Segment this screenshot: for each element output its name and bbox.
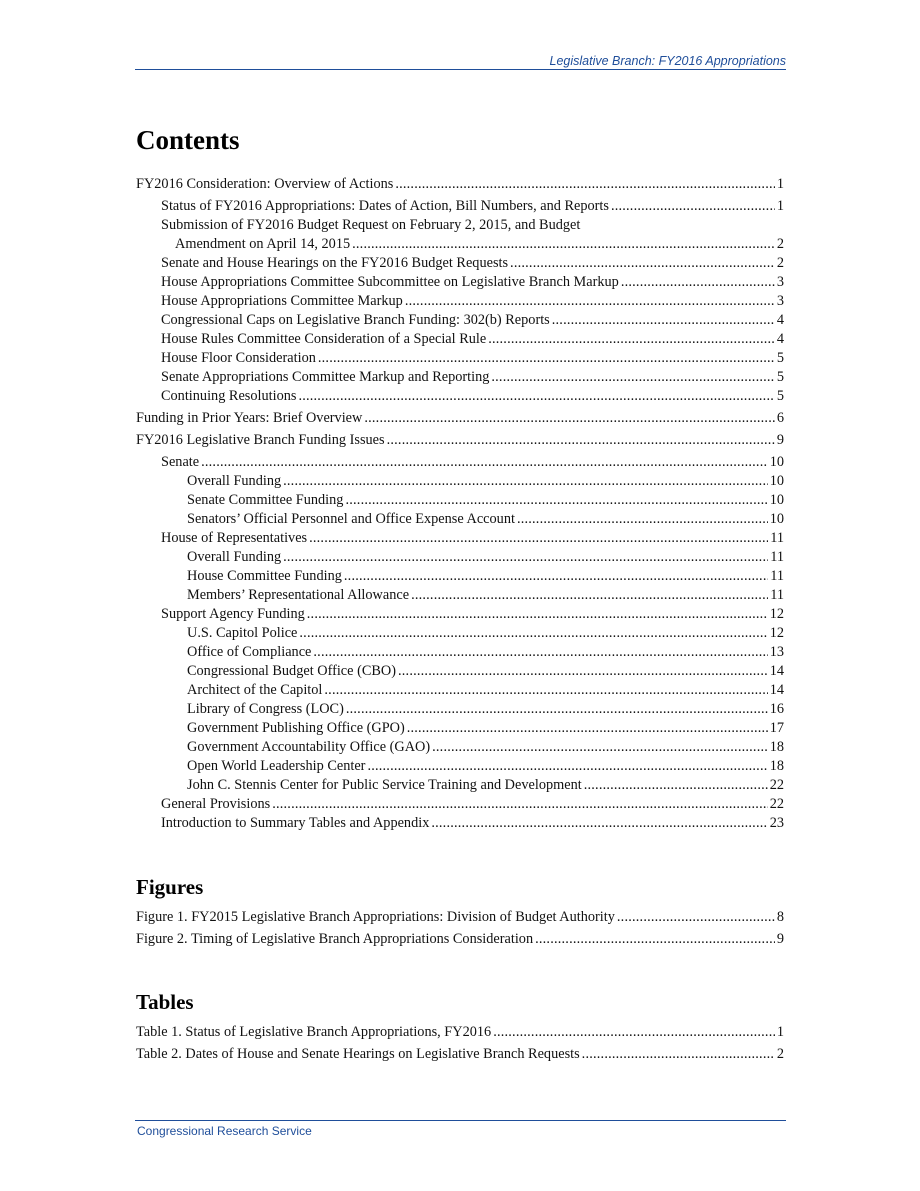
toc-entry[interactable]: Senate Appropriations Committee Markup and Reporting ..... 5 — [136, 368, 784, 387]
toc-entry[interactable]: Continuing Resolutions ..... 5 — [136, 387, 784, 406]
toc-entry[interactable]: FY2016 Legislative Branch Funding Issues ..... 9 — [136, 431, 784, 450]
figures-list — [136, 908, 784, 949]
toc-entry[interactable]: Overall Funding ..... 10 — [136, 472, 784, 491]
footer-rule — [135, 1120, 786, 1121]
running-header: Legislative Branch: FY2016 Appropriations — [549, 54, 786, 68]
toc-entry[interactable]: Senate ..... 10 — [136, 453, 784, 472]
toc-entry[interactable]: Congressional Caps on Legislative Branch Funding: 302(b) Reports ..... 4 — [136, 311, 784, 330]
toc-entry[interactable]: Government Publishing Office (GPO) ..... 17 — [136, 719, 784, 738]
toc-entry[interactable]: Overall Funding ..... 11 — [136, 548, 784, 567]
table-entry[interactable]: Table 2. Dates of House and Senate Hearings on Legislative Branch Requests ..... 2 — [136, 1045, 784, 1064]
toc-entry[interactable]: House Appropriations Committee Markup ..... 3 — [136, 292, 784, 311]
tables-list — [136, 1023, 784, 1064]
figure-entry[interactable]: Figure 2. Timing of Legislative Branch Appropriations Consideration ..... 9 — [136, 930, 784, 949]
toc-entry[interactable]: Members’ Representational Allowance ..... 11 — [136, 586, 784, 605]
toc-entry[interactable]: Funding in Prior Years: Brief Overview ..... 6 — [136, 409, 784, 428]
toc-entry[interactable]: Office of Compliance ..... 13 — [136, 643, 784, 662]
figure-entry[interactable]: Figure 1. FY2015 Legislative Branch Appropriations: Division of Budget Authority ..... 8 — [136, 908, 784, 927]
toc-entry-wrapped-first-line[interactable]: Submission of FY2016 Budget Request on February 2, 2015, and Budget — [161, 217, 581, 233]
contents-list — [136, 175, 784, 833]
toc-entry[interactable]: Government Accountability Office (GAO) ..... 18 — [136, 738, 784, 757]
toc-entry[interactable]: Congressional Budget Office (CBO) ..... 14 — [136, 662, 784, 681]
toc-entry[interactable]: General Provisions ..... 22 — [136, 795, 784, 814]
toc-entry[interactable]: John C. Stennis Center for Public Service Training and Development ..... 22 — [136, 776, 784, 795]
toc-entry[interactable]: FY2016 Consideration: Overview of Actions ..... 1 — [136, 175, 784, 194]
contents-heading: Contents — [136, 125, 240, 155]
toc-entry[interactable]: Architect of the Capitol ..... 14 — [136, 681, 784, 700]
toc-entry[interactable]: Amendment on April 14, 2015 ..... 2 — [136, 235, 784, 254]
toc-entry[interactable]: House Appropriations Committee Subcommittee on Legislative Branch Markup ..... 3 — [136, 273, 784, 292]
toc-entry[interactable]: Library of Congress (LOC) ..... 16 — [136, 700, 784, 719]
toc-entry[interactable]: Senators’ Official Personnel and Office Expense Account ..... 10 — [136, 510, 784, 529]
figures-heading: Figures — [136, 875, 204, 899]
footer-publisher: Congressional Research Service — [137, 1124, 312, 1138]
toc-entry[interactable]: House Committee Funding ..... 11 — [136, 567, 784, 586]
toc-entry[interactable]: Senate and House Hearings on the FY2016 Budget Requests ..... 2 — [136, 254, 784, 273]
toc-entry[interactable]: House Floor Consideration ..... 5 — [136, 349, 784, 368]
toc-entry[interactable]: Status of FY2016 Appropriations: Dates of Action, Bill Numbers, and Reports ..... 1 — [136, 197, 784, 216]
toc-entry[interactable]: Senate Committee Funding ..... 10 — [136, 491, 784, 510]
toc-entry[interactable]: House of Representatives ..... 11 — [136, 529, 784, 548]
toc-entry[interactable]: U.S. Capitol Police ..... 12 — [136, 624, 784, 643]
tables-heading: Tables — [136, 990, 194, 1014]
toc-entry[interactable]: House Rules Committee Consideration of a Special Rule ..... 4 — [136, 330, 784, 349]
toc-entry[interactable]: Support Agency Funding ..... 12 — [136, 605, 784, 624]
table-entry[interactable]: Table 1. Status of Legislative Branch Appropriations, FY2016 ..... 1 — [136, 1023, 784, 1042]
toc-entry[interactable]: Open World Leadership Center ..... 18 — [136, 757, 784, 776]
toc-entry[interactable]: Introduction to Summary Tables and Appendix ..... 23 — [136, 814, 784, 833]
header-rule — [135, 69, 786, 70]
